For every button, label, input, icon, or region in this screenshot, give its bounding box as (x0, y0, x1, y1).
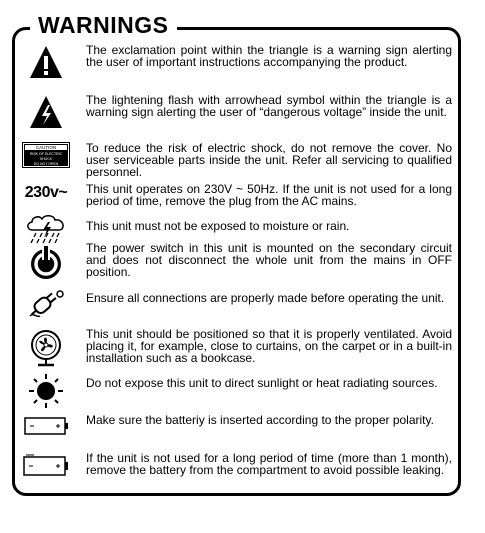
warning-row (20, 414, 460, 438)
warning-row (20, 452, 460, 478)
voltage-symbol: 230v~ (24, 184, 68, 201)
caution-label-line2: RISK OF ELECTRIC (29, 152, 63, 156)
exclamation-triangle-icon (20, 44, 72, 80)
warning-text: The lightening flash with arrowhead symbol within the triangle is a warning sign alerting the user of “dangerous voltage” inside the unit. (86, 93, 452, 119)
warning-text: The exclamation point within the triangle is a warning sign alerting the user of important instructions accompanying the product. (86, 43, 452, 69)
sun-icon (20, 372, 72, 410)
warning-text: The power switch in this unit is mounted on the secondary circuit and does not disconnect the whole unit from the mains in OFF position. (86, 241, 452, 279)
plug-icon (20, 286, 72, 320)
warning-row (20, 142, 460, 178)
warning-row (20, 286, 460, 320)
warning-text: Do not expose this unit to direct sunlight or heat radiating sources. (86, 376, 438, 390)
caution-label-line1: CAUTION (35, 145, 57, 150)
warning-text: Make sure the batteriy is inserted according to the proper polarity. (86, 413, 434, 427)
warning-row (20, 328, 460, 368)
warning-text: To reduce the risk of electric shock, do not remove the cover. No user serviceable parts inside the unit. Refer all servicing to qualified personnel. (86, 141, 452, 179)
warning-text: This unit should be positioned so that it is properly ventilated. Avoid placing it, for example, close to curtains, on the carpet or in a built-in installation such as a bookcase. (86, 327, 452, 365)
warning-row (20, 242, 460, 282)
fan-ventilation-icon (20, 328, 72, 368)
voltage-icon (20, 183, 72, 202)
caution-label-line4: DO NOT OPEN (33, 162, 59, 166)
warning-text: This unit operates on 230V ~ 50Hz. If the unit is not used for a long period of time, remove the plug from the AC mains. (86, 182, 452, 208)
warning-row (20, 372, 460, 410)
battery-icon (20, 414, 72, 438)
warning-text: If the unit is not used for a long period of time (more than 1 month), remove the battery from the compartment to avoid possible leaking. (86, 451, 452, 477)
lightning-triangle-icon (20, 94, 72, 130)
warning-text: Ensure all connections are properly made before operating the unit. (86, 291, 445, 305)
warning-row (20, 183, 460, 207)
warning-row (20, 44, 460, 80)
page-title: WARNINGS (38, 11, 169, 38)
battery-remove-icon (20, 452, 72, 478)
warning-row (20, 94, 460, 130)
caution-label-line3: SHOCK (39, 157, 53, 161)
warning-text: This unit must not be exposed to moisture or rain. (86, 219, 350, 233)
power-switch-icon (20, 242, 72, 282)
caution-label-icon (20, 142, 72, 168)
title-box (30, 8, 177, 42)
